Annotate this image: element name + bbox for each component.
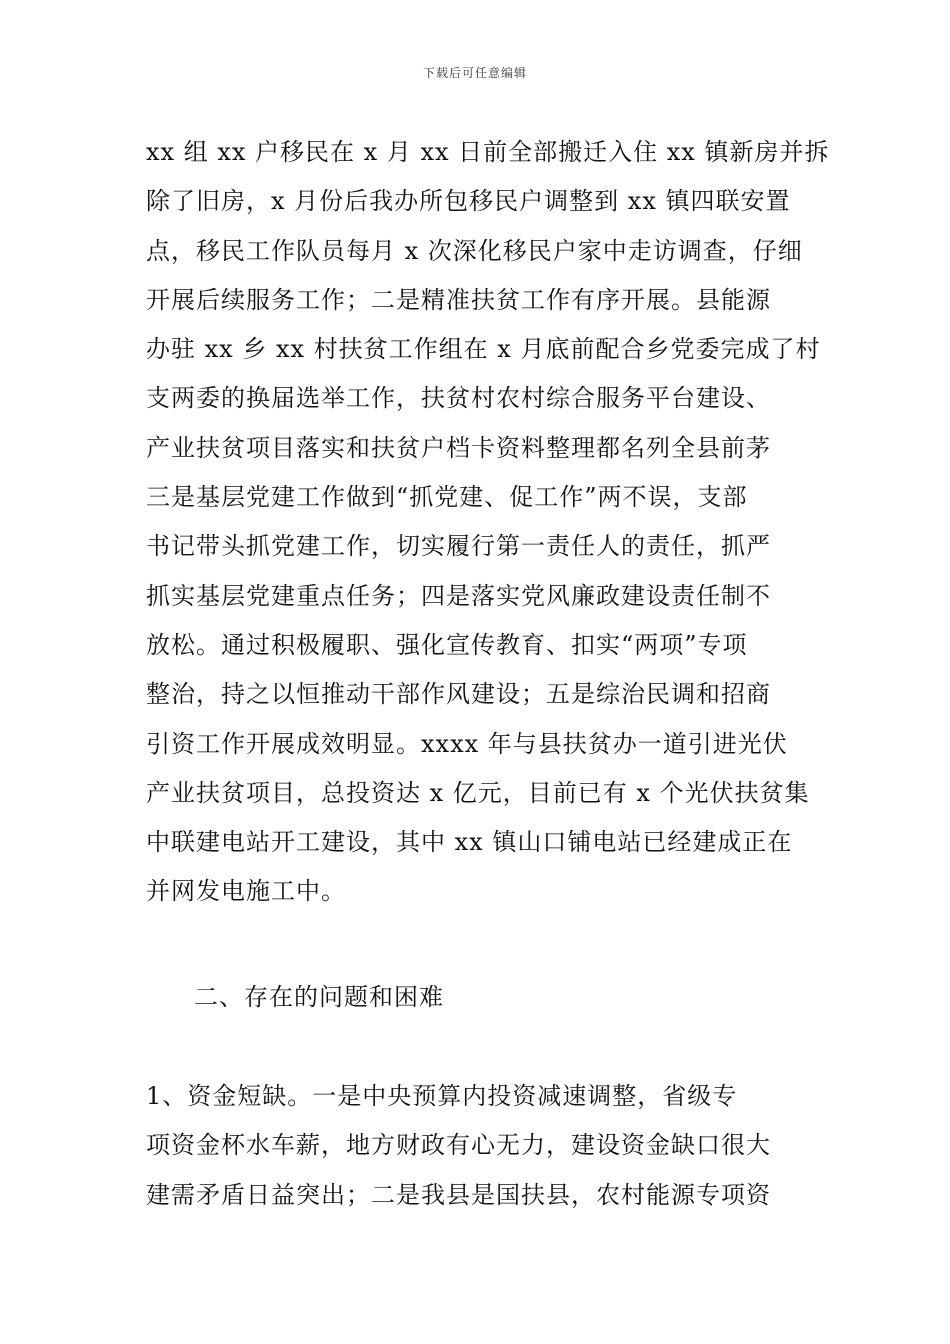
text-line: 除了旧房，x 月份后我办所包移民户调整到 xx 镇四联安置 <box>146 187 791 216</box>
text-line: 抓实基层党建重点任务；四是落实党风廉政建设责任制不 <box>146 581 771 610</box>
text-line: 整治，持之以恒推动干部作风建设；五是综治民调和招商 <box>146 680 771 709</box>
text-line: 放松。通过积极履职、强化宣传教育、扣实“两项”专项 <box>146 630 748 659</box>
text-line: 产业扶贫项目落实和扶贫户档卡资料整理都名列全县前茅 <box>146 433 771 462</box>
page-header: 下载后可任意编辑 <box>422 66 527 80</box>
text-line: 书记带头抓党建工作，切实履行第一责任人的责任，抓严 <box>146 532 771 561</box>
text-line: 办驻 xx 乡 xx 村扶贫工作组在 x 月底前配合乡党委完成了村 <box>146 335 821 364</box>
paragraph-block-3 <box>146 1072 808 1220</box>
paragraph-block-1 <box>146 128 830 917</box>
text-line: 1、资金短缺。一是中央预算内投资减速调整，省级专 <box>146 1082 738 1110</box>
text-line: 项资金杯水车薪，地方财政有心无力，建设资金缺口很大 <box>146 1131 771 1160</box>
text-line: 产业扶贫项目，总投资达 x 亿元，目前已有 x 个光伏扶贫集 <box>146 778 810 807</box>
text-line: 中联建电站开工建设，其中 xx 镇山口铺电站已经建成正在 <box>146 828 793 857</box>
text-line: 开展后续服务工作；二是精准扶贫工作有序开展。县能源 <box>146 285 771 314</box>
text-line: 支两委的换届选举工作，扶贫村农村综合服务平台建设、 <box>146 384 771 413</box>
text-line: 引资工作开展成效明显。xxxx 年与县扶贫办一道引进光伏 <box>146 729 788 758</box>
text-line: 并网发电施工中。 <box>146 877 346 906</box>
text-line: 三是基层党建工作做到“抓党建、促工作”两不误，支部 <box>146 483 748 512</box>
section-heading-text: 二、存在的问题和困难 <box>194 983 444 1011</box>
text-line: 点，移民工作队员每月 x 次深化移民户家中走访调查，仔细 <box>146 236 803 265</box>
text-line: 建需矛盾日益突出；二是我县是国扶县，农村能源专项资 <box>146 1180 771 1209</box>
text-line: xx 组 xx 户移民在 x 月 xx 日前全部搬迁入住 xx 镇新房并拆 <box>146 138 830 166</box>
section-heading <box>194 973 856 1022</box>
